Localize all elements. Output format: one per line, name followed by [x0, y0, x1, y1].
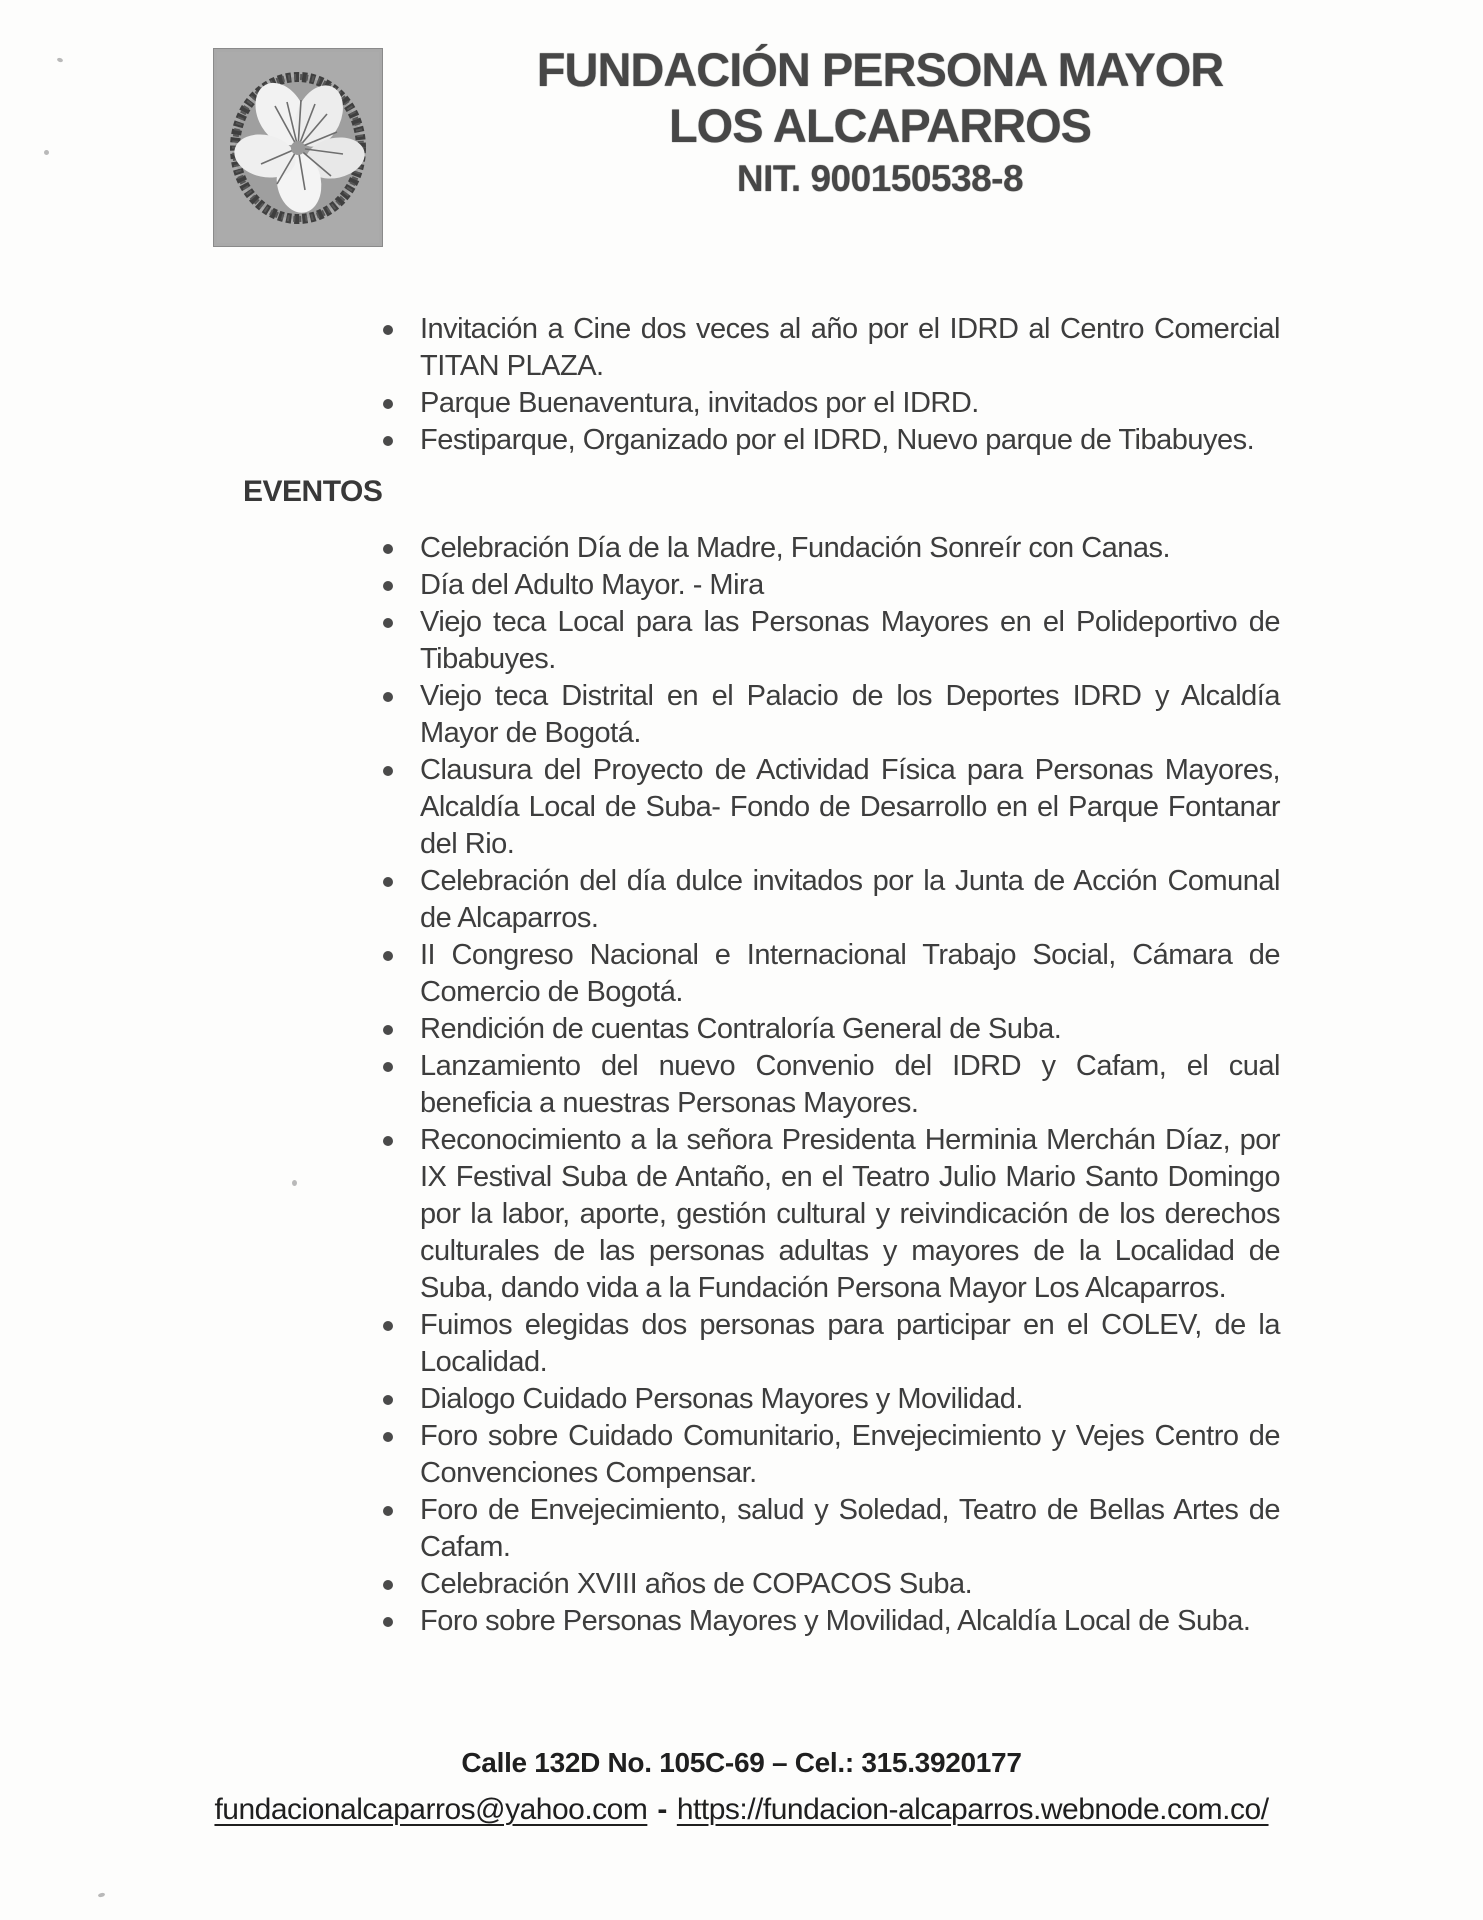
list-item: Foro de Envejecimiento, salud y Soledad, Teatro de Bellas Artes de Cafam.	[420, 1492, 1280, 1566]
caper-flower-logo	[213, 48, 383, 247]
list-item: Foro sobre Cuidado Comunitario, Envejecimiento y Vejes Centro de Convenciones Compensar.	[420, 1418, 1280, 1492]
list-item: Fuimos elegidas dos personas para participar en el COLEV, de la Localidad.	[420, 1307, 1280, 1381]
document-footer	[0, 1740, 1483, 1834]
nit-number: NIT. 900150538-8	[736, 158, 1024, 199]
list-item: Festiparque, Organizado por el IDRD, Nuevo parque de Tibabuyes.	[420, 422, 1280, 459]
list-item: Invitación a Cine dos veces al año por el IDRD al Centro Comercial TITAN PLAZA.	[420, 311, 1280, 385]
list-item: II Congreso Nacional e Internacional Trabajo Social, Cámara de Comercio de Bogotá.	[420, 937, 1280, 1011]
foundation-name-line2: LOS ALCAPARROS	[668, 99, 1092, 152]
list-item: Parque Buenaventura, invitados por el IDRD.	[420, 385, 1280, 422]
list-item: Clausura del Proyecto de Actividad Física para Personas Mayores, Alcaldía Local de Suba- Fondo de Desarrollo en el Parque Fontanar del Rio.	[420, 752, 1280, 863]
email-link[interactable]: fundacionalcaparros@yahoo.com	[214, 1793, 648, 1826]
list-item: Día del Adulto Mayor. - Mira	[420, 567, 1280, 604]
list-item: Rendición de cuentas Contraloría General de Suba.	[420, 1011, 1280, 1048]
events-list	[0, 530, 1483, 1640]
letterhead	[0, 0, 1483, 311]
intro-list	[0, 311, 1483, 459]
list-item: Dialogo Cuidado Personas Mayores y Movilidad.	[420, 1381, 1280, 1418]
caper-flower-logo-image	[213, 48, 383, 247]
list-item: Celebración Día de la Madre, Fundación Sonreír con Canas.	[420, 530, 1280, 567]
link-separator: -	[657, 1793, 667, 1826]
list-item: Lanzamiento del nuevo Convenio del IDRD y Cafam, el cual beneficia a nuestras Personas Mayores.	[420, 1048, 1280, 1122]
scan-artifact	[98, 1892, 106, 1898]
section-heading-eventos: EVENTOS	[243, 475, 383, 508]
foundation-name: FUNDACIÓN PERSONA MAYOR	[536, 43, 1224, 96]
list-item: Reconocimiento a la señora Presidenta Herminia Merchán Díaz, por IX Festival Suba de Antaño, en el Teatro Julio Mario Santo Domingo por la labor, aporte, gestión cultural y reivindicación de los derechos culturales de las personas adultas y mayores de la Localidad de Suba, dando vida a la Fundación Persona Mayor Los Alcaparros.	[420, 1122, 1280, 1307]
contact-links-line	[0, 1786, 1483, 1834]
list-item: Viejo teca Local para las Personas Mayores en el Polideportivo de Tibabuyes.	[420, 604, 1280, 678]
list-item: Foro sobre Personas Mayores y Movilidad, Alcaldía Local de Suba.	[420, 1603, 1280, 1640]
website-link[interactable]: https://fundacion-alcaparros.webnode.com.co/	[676, 1793, 1269, 1826]
document-title-block	[400, 42, 1360, 204]
list-item: Celebración del día dulce invitados por la Junta de Acción Comunal de Alcaparros.	[420, 863, 1280, 937]
scan-artifact	[292, 1180, 297, 1186]
list-item: Viejo teca Distrital en el Palacio de los Deportes IDRD y Alcaldía Mayor de Bogotá.	[420, 678, 1280, 752]
address-phone: Calle 132D No. 105C-69 – Cel.: 315.3920177	[461, 1747, 1022, 1778]
list-item: Celebración XVIII años de COPACOS Suba.	[420, 1566, 1280, 1603]
